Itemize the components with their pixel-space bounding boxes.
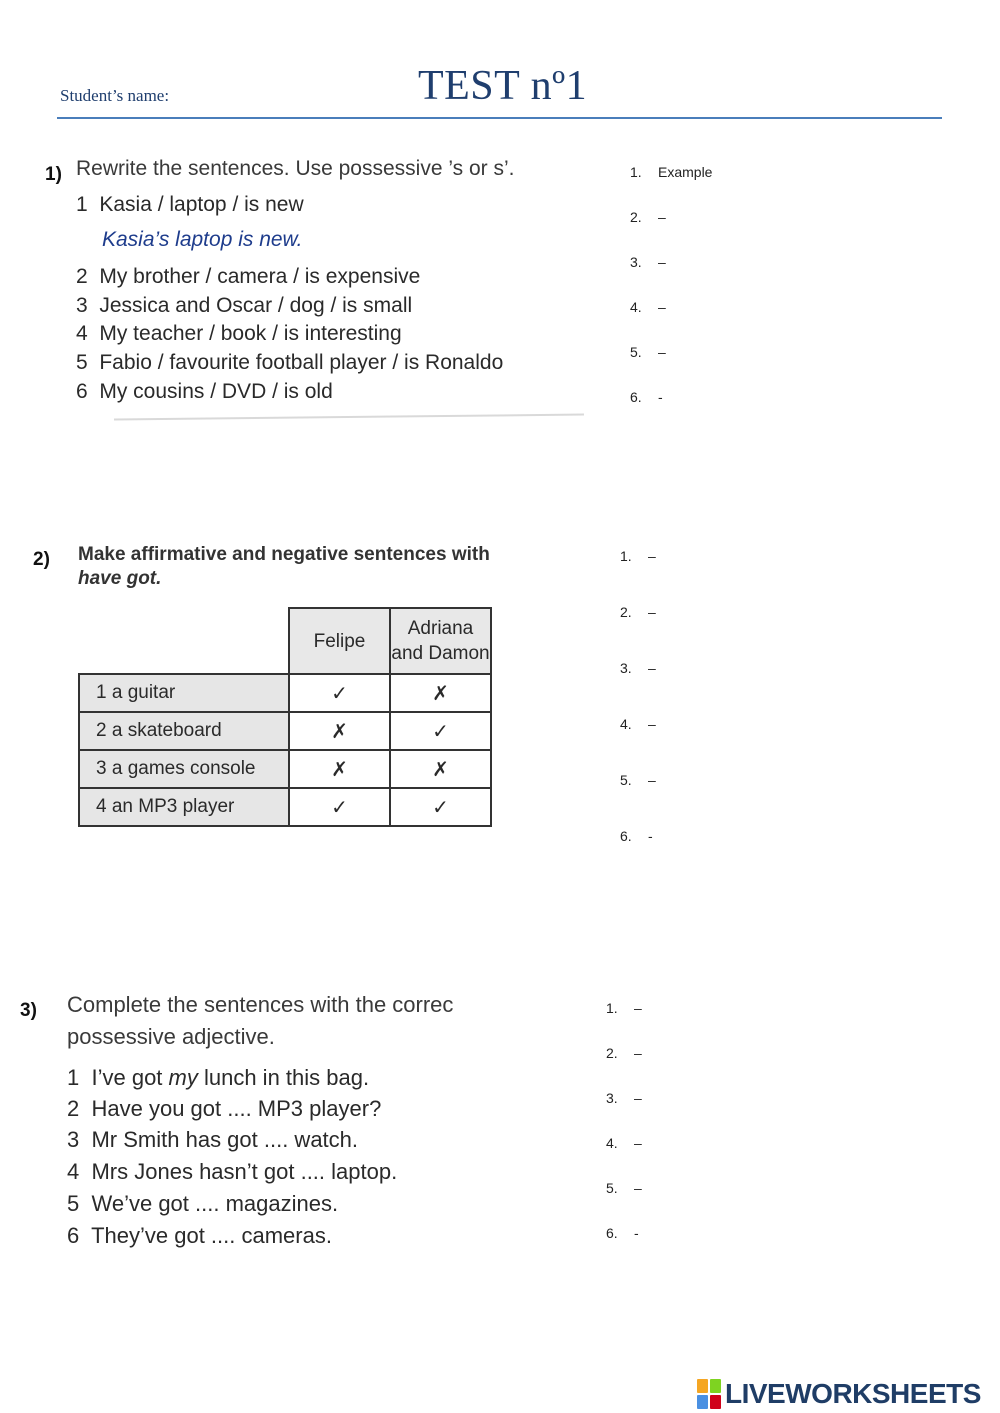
answer-text: – — [658, 209, 666, 225]
s1-item-1 — [76, 193, 304, 217]
answer-text: - — [634, 1225, 639, 1241]
answer-text: – — [634, 1045, 642, 1061]
answer-num: 6. — [606, 1225, 618, 1241]
s1-item-text: Fabio / favourite football player / is Ronaldo — [99, 351, 504, 374]
s1-answer-3[interactable] — [630, 254, 666, 270]
section-3-number: 3) — [20, 1000, 37, 1021]
row-label: 3 a games console — [79, 750, 289, 788]
answer-text: – — [634, 1090, 642, 1106]
s3-item-text: Mr Smith has got .... watch. — [91, 1127, 359, 1152]
answer-text: - — [658, 389, 663, 405]
s3-item-3 — [67, 1127, 358, 1153]
s1-item-num: 3 — [76, 294, 88, 317]
s1-item-4 — [76, 322, 402, 346]
s3-item-example-word: my — [168, 1065, 198, 1090]
s1-item-text: Jessica and Oscar / dog / is small — [99, 294, 413, 317]
s3-answer-5[interactable] — [606, 1180, 642, 1196]
table-row — [79, 712, 491, 750]
answer-num: 4. — [630, 299, 642, 315]
answer-text: – — [634, 1180, 642, 1196]
answer-num: 2. — [620, 604, 632, 620]
s2-answer-4[interactable] — [620, 716, 656, 732]
check-mark-icon: ✓ — [289, 674, 390, 712]
s1-item-num: 1 — [76, 193, 88, 216]
check-mark-icon: ✓ — [390, 712, 491, 750]
header-line-1: Adriana — [407, 618, 474, 639]
test-title: TEST nº1 — [418, 63, 588, 109]
cross-mark-icon: ✗ — [390, 750, 491, 788]
s1-item-num: 2 — [76, 265, 88, 288]
table-header-row — [79, 608, 491, 674]
answer-num: 4. — [606, 1135, 618, 1151]
s3-item-num: 1 — [67, 1065, 80, 1090]
s3-item-num: 5 — [67, 1191, 80, 1216]
s1-item-3 — [76, 294, 412, 318]
s3-answer-2[interactable] — [606, 1045, 642, 1061]
s3-item-1 — [67, 1065, 369, 1091]
liveworksheets-logo-icon — [697, 1379, 721, 1409]
s2-answer-1[interactable] — [620, 548, 656, 564]
s1-answer-5[interactable] — [630, 344, 666, 360]
row-label: 4 an MP3 player — [79, 788, 289, 826]
s3-answer-1[interactable] — [606, 1000, 642, 1016]
section-2-number: 2) — [33, 549, 50, 570]
s3-answer-4[interactable] — [606, 1135, 642, 1151]
section-2-heading-italic: have got. — [78, 568, 162, 589]
s1-item-text: My brother / camera / is expensive — [99, 265, 421, 288]
table-row — [79, 750, 491, 788]
s1-item-num: 4 — [76, 322, 88, 345]
table-corner — [79, 608, 289, 674]
row-label: 2 a skateboard — [79, 712, 289, 750]
answer-text: – — [634, 1000, 642, 1016]
s1-example-answer: Kasia’s laptop is new. — [102, 228, 303, 251]
s1-item-num: 5 — [76, 351, 88, 374]
s3-item-pre: I’ve got — [91, 1065, 169, 1090]
s1-answer-4[interactable] — [630, 299, 666, 315]
s2-answer-3[interactable] — [620, 660, 656, 676]
s3-item-num: 6 — [67, 1223, 80, 1248]
answer-num: 5. — [606, 1180, 618, 1196]
answer-num: 3. — [620, 660, 632, 676]
s3-item-text: Mrs Jones hasn’t got .... laptop. — [91, 1159, 398, 1184]
check-mark-icon: ✓ — [390, 788, 491, 826]
answer-num: 1. — [620, 548, 632, 564]
answer-num: 3. — [606, 1090, 618, 1106]
check-mark-icon: ✓ — [289, 788, 390, 826]
s1-answer-1[interactable] — [630, 164, 712, 180]
answer-text: – — [658, 299, 666, 315]
section-2-heading-block — [78, 544, 548, 604]
student-name-label: Student’s name: — [60, 86, 170, 105]
section-1-heading: Rewrite the sentences. Use possessive ’s or s’. — [76, 157, 515, 180]
answer-text: Example — [658, 164, 713, 180]
logo-square — [710, 1395, 721, 1409]
s2-answer-2[interactable] — [620, 604, 656, 620]
logo-square — [710, 1379, 721, 1393]
s3-item-text: They’ve got .... cameras. — [91, 1223, 332, 1248]
answer-num: 5. — [630, 344, 642, 360]
section-1-number: 1) — [45, 164, 62, 185]
answer-text: – — [648, 716, 656, 732]
s2-answer-5[interactable] — [620, 772, 656, 788]
answer-text: – — [658, 254, 666, 270]
answer-num: 1. — [606, 1000, 618, 1016]
s1-item-text: My cousins / DVD / is old — [99, 380, 333, 403]
cross-mark-icon: ✗ — [289, 750, 390, 788]
logo-square — [697, 1379, 708, 1393]
answer-num: 5. — [620, 772, 632, 788]
section-3-heading-line1: Complete the sentences with the correc — [67, 992, 454, 1017]
answer-text: – — [648, 548, 656, 564]
answer-text: - — [648, 828, 653, 844]
s3-item-2 — [67, 1096, 381, 1122]
liveworksheets-logo[interactable] — [697, 1377, 981, 1411]
answer-text: – — [648, 604, 656, 620]
answer-num: 2. — [630, 209, 642, 225]
answer-text: – — [634, 1135, 642, 1151]
logo-square — [697, 1395, 708, 1409]
table-row — [79, 788, 491, 826]
answer-num: 3. — [630, 254, 642, 270]
answer-text: – — [648, 660, 656, 676]
s3-item-6 — [67, 1223, 332, 1249]
liveworksheets-logo-text: LIVEWORKSHEETS — [725, 1378, 981, 1409]
s3-item-post: lunch in this bag. — [197, 1065, 370, 1090]
s1-item-5 — [76, 351, 503, 375]
s3-item-text: Have you got .... MP3 player? — [91, 1096, 382, 1121]
s1-item-text: Kasia / laptop / is new — [99, 193, 304, 216]
header-adriana-damon — [390, 608, 491, 674]
answer-num: 1. — [630, 164, 642, 180]
table-row — [79, 674, 491, 712]
cross-mark-icon: ✗ — [390, 674, 491, 712]
s1-item-6 — [76, 380, 333, 404]
scan-edge-shadow — [114, 414, 584, 421]
s1-item-text: My teacher / book / is interesting — [99, 322, 402, 345]
s1-item-2 — [76, 265, 420, 289]
have-got-table — [78, 607, 492, 827]
answer-num: 2. — [606, 1045, 618, 1061]
section-3-exercise-image — [66, 990, 566, 1255]
s3-answer-6[interactable] — [606, 1225, 639, 1241]
answer-num: 6. — [630, 389, 642, 405]
header-line-2: and Damon — [391, 643, 490, 664]
s2-answer-6[interactable] — [620, 828, 653, 844]
header-divider — [57, 117, 942, 119]
s1-answer-2[interactable] — [630, 209, 666, 225]
section-3-heading-line2: possessive adjective. — [67, 1024, 275, 1049]
s1-answer-6[interactable] — [630, 389, 663, 405]
cross-mark-icon: ✗ — [289, 712, 390, 750]
section-1-exercise-image — [74, 150, 589, 430]
answer-text: – — [658, 344, 666, 360]
s3-item-num: 4 — [67, 1159, 80, 1184]
s1-item-num: 6 — [76, 380, 88, 403]
s3-item-num: 2 — [67, 1096, 80, 1121]
s3-item-4 — [67, 1159, 397, 1185]
header-felipe: Felipe — [289, 608, 390, 674]
answer-num: 4. — [620, 716, 632, 732]
s3-item-5 — [67, 1191, 338, 1217]
answer-text: – — [648, 772, 656, 788]
answer-num: 6. — [620, 828, 632, 844]
s3-item-num: 3 — [67, 1127, 80, 1152]
row-label: 1 a guitar — [79, 674, 289, 712]
s3-answer-3[interactable] — [606, 1090, 642, 1106]
section-2-heading: Make affirmative and negative sentences with — [78, 544, 490, 565]
s3-item-text: We’ve got .... magazines. — [91, 1191, 339, 1216]
